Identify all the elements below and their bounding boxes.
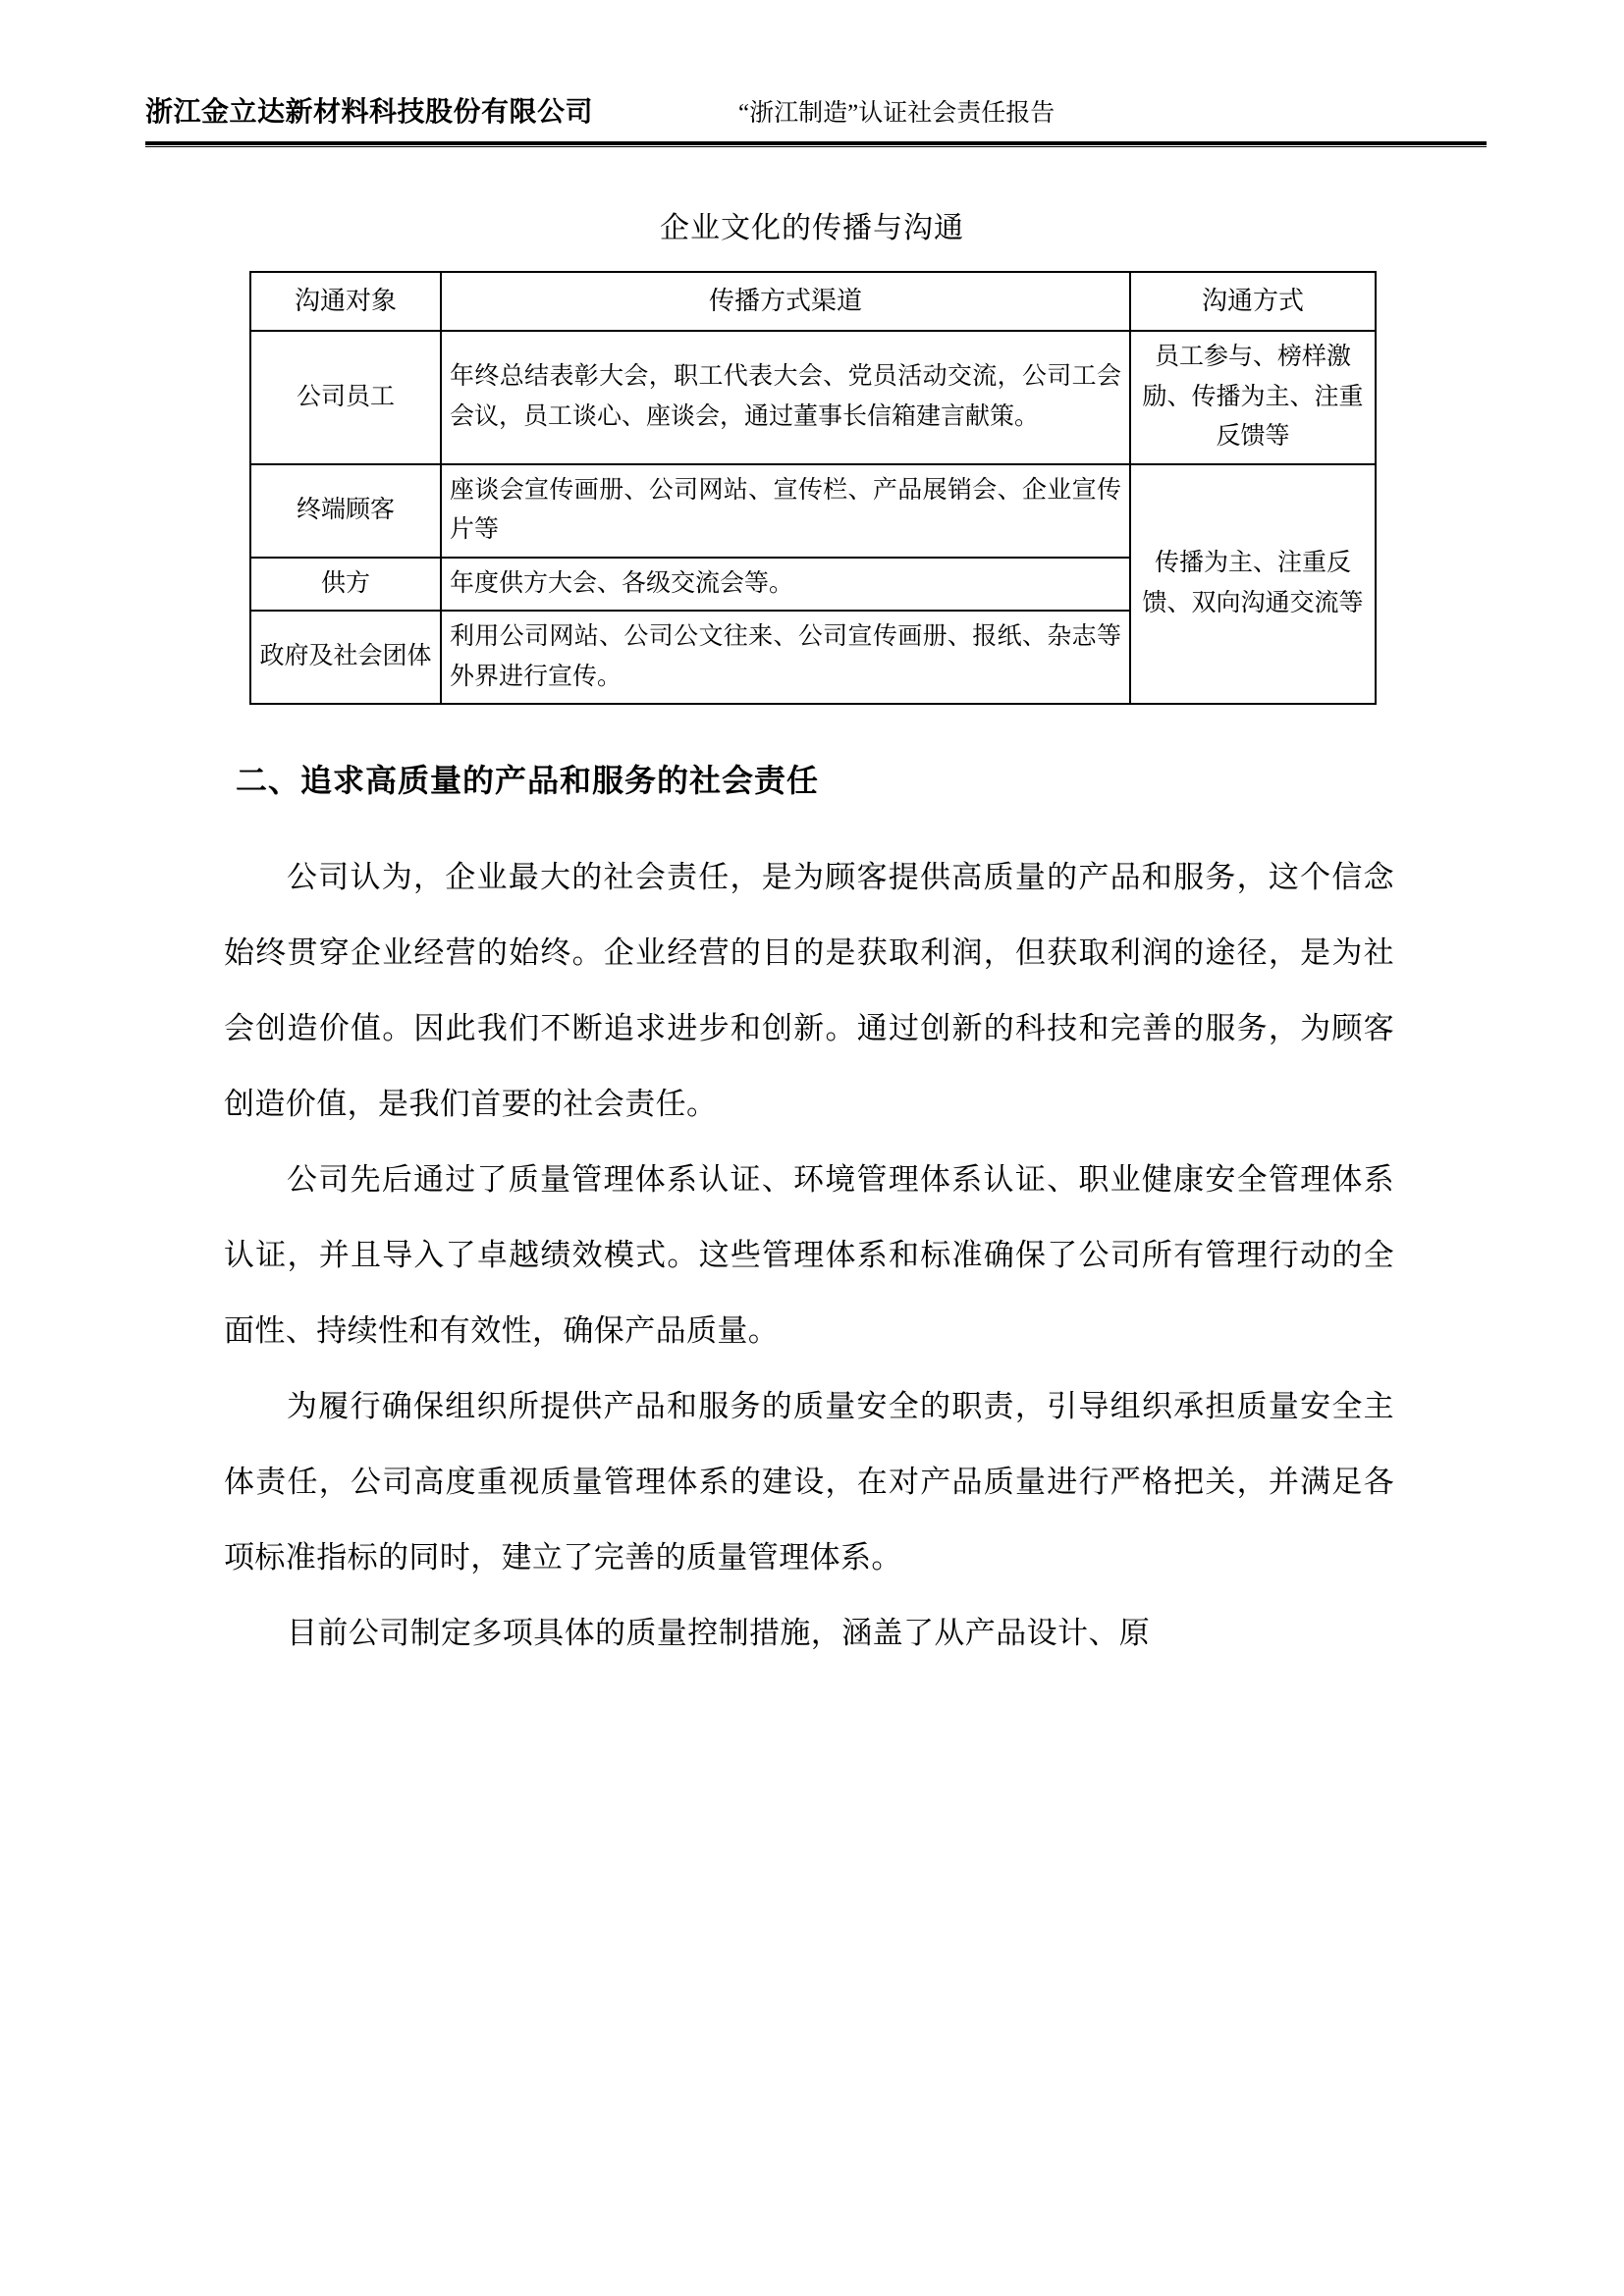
header-company-name: 浙江金立达新材料科技股份有限公司: [145, 97, 594, 128]
paragraph: 公司先后通过了质量管理体系认证、环境管理体系认证、职业健康安全管理体系认证，并且导入了卓越绩效模式。这些管理体系和标准确保了公司所有管理行动的全面性、持续性和有效性，确保产品质量。: [224, 1162, 1394, 1348]
cell-mode-shared: 传播为主、注重反馈、双向沟通交流等: [1130, 464, 1376, 705]
paragraph: 目前公司制定多项具体的质量控制措施，涵盖了从产品设计、原: [287, 1616, 1151, 1650]
cell-channel-government: 利用公司网站、公司公文往来、公司宣传画册、报纸、杂志等外界进行宣传。: [441, 611, 1130, 704]
column-header-mode: 沟通方式: [1130, 272, 1376, 331]
section-heading: 二、追求高质量的产品和服务的社会责任: [236, 763, 820, 798]
paragraph: 为履行确保组织所提供产品和服务的质量安全的职责，引导组织承担质量安全主体责任，公司高度重视质量管理体系的建设，在对产品质量进行严格把关，并满足各项标准指标的同时，建立了完善的质量管理体系。: [224, 1389, 1394, 1575]
table-caption: 企业文化的传播与沟通: [660, 212, 964, 244]
table-row: [250, 464, 1376, 558]
header-divider-rule: [145, 141, 1487, 147]
cell-channel-suppliers: 年度供方大会、各级交流会等。: [441, 558, 1130, 612]
running-header: [145, 90, 1487, 130]
table-header-row: [250, 272, 1376, 331]
header-report-title: “浙江制造”认证社会责任报告: [738, 100, 1056, 127]
column-header-channel: 传播方式渠道: [441, 272, 1130, 331]
table-row: [250, 331, 1376, 464]
cell-object-customers: 终端顾客: [250, 464, 441, 558]
cell-object-suppliers: 供方: [250, 558, 441, 612]
cell-mode-employees: 员工参与、榜样激励、传播为主、注重反馈等: [1130, 331, 1376, 464]
cell-channel-employees: 年终总结表彰大会，职工代表大会、党员活动交流，公司工会会议，员工谈心、座谈会，通过董事长信箱建言献策。: [441, 331, 1130, 464]
communication-table-wrapper: [249, 271, 1375, 705]
cell-object-government: 政府及社会团体: [250, 611, 441, 704]
body-text-block: [224, 839, 1394, 1671]
paragraph: 公司认为，企业最大的社会责任，是为顾客提供高质量的产品和服务，这个信念始终贯穿企业经营的始终。企业经营的目的是获取利润，但获取利润的途径，是为社会创造价值。因此我们不断追求进步和创新。通过创新的科技和完善的服务，为顾客创造价值，是我们首要的社会责任。: [224, 860, 1394, 1121]
cell-object-employees: 公司员工: [250, 331, 441, 464]
communication-table: [249, 271, 1377, 705]
cell-channel-customers: 座谈会宣传画册、公司网站、宣传栏、产品展销会、企业宣传片等: [441, 464, 1130, 558]
column-header-object: 沟通对象: [250, 272, 441, 331]
